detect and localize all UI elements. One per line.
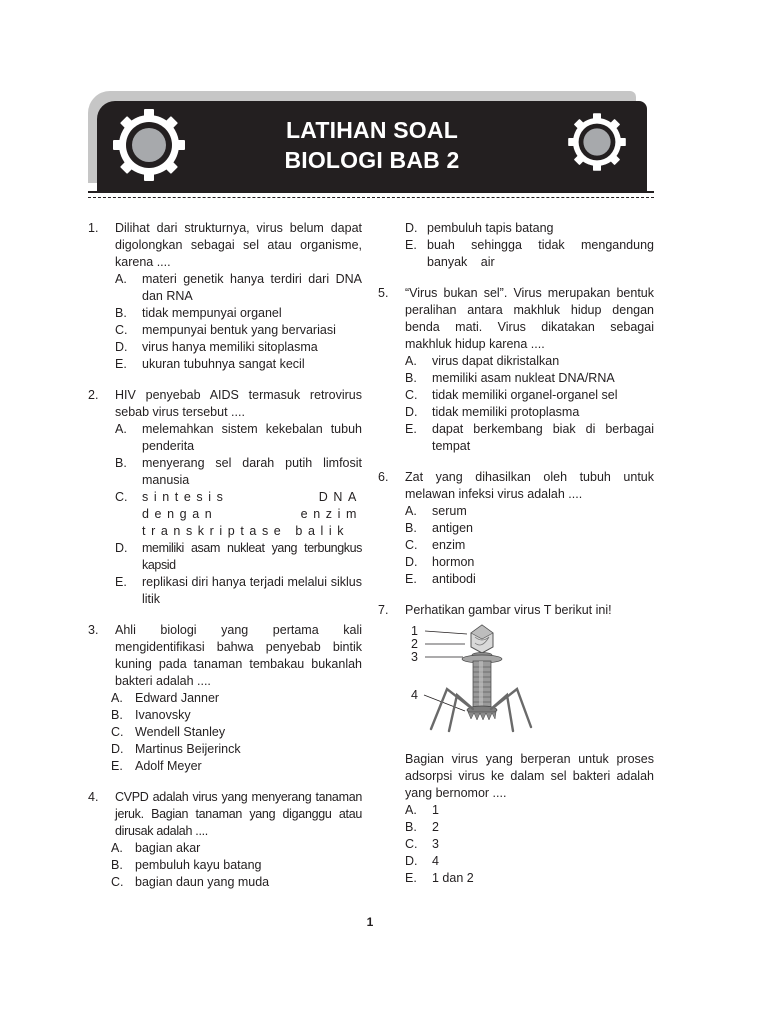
header-rule [88,191,654,193]
options-list [405,503,654,588]
option-text: virus hanya memiliki sitoplasma [142,340,318,354]
option-text: tidak memiliki organel-organel sel [432,388,618,402]
options-list [405,220,654,271]
option-text: 1 dan 2 [432,871,474,885]
option-letter: E. [405,871,417,885]
option-letter: D. [405,854,418,868]
option-letter: B. [115,456,127,470]
option-text: 4 [432,854,439,868]
options-list [111,840,362,891]
header-dashed-rule [88,197,654,198]
option-letter: C. [115,323,128,337]
left-column [88,220,362,905]
figure-label-2: 2 [411,637,418,651]
option-text: tidak memiliki protoplasma [432,405,580,419]
figure-label-1: 1 [411,624,418,638]
question-5 [378,285,654,455]
question-text: “Virus bukan sel”. Virus merupakan bentuk peralihan antara makhluk hidup dengan benda mati. Virus dikatakan sebagai makhluk hidup karena .... [405,286,654,351]
option-text: pembuluh kayu batang [135,858,262,872]
option-d[interactable] [115,339,362,356]
option-e[interactable] [111,758,362,775]
question-text: CVPD adalah virus yang menyerang tanaman jeruk. Bagian tanaman yang diganggu atau dirusak adalah .... [115,790,362,838]
option-letter: E. [111,759,123,773]
option-letter: D. [405,221,418,235]
options-list [115,271,362,373]
option-e[interactable] [405,421,654,455]
option-d[interactable] [405,554,654,571]
bacteriophage-figure [407,623,537,739]
option-e[interactable] [405,571,654,588]
option-text: memiliki asam nukleat yang terbungkus kapsid [142,541,362,572]
header-banner [97,101,647,191]
option-letter: E. [405,572,417,586]
question-number: 7. [378,603,389,617]
option-letter: C. [405,538,418,552]
option-text: pembuluh tapis batang [427,221,554,235]
option-text: buah sehingga tidak mengandung banyak air [427,238,654,269]
option-a[interactable] [405,353,654,370]
option-letter: D. [115,340,128,354]
option-text: hormon [432,555,475,569]
option-letter: C. [405,837,418,851]
option-letter: A. [115,422,127,436]
option-text: enzim [432,538,466,552]
option-b[interactable] [405,370,654,387]
option-text: antibodi [432,572,476,586]
question-text-continued: Bagian virus yang berperan untuk proses adsorpsi virus ke dalam sel bakteri adalah yang bernomor .... [405,752,654,800]
option-letter: D. [405,555,418,569]
option-text: serum [432,504,467,518]
option-b[interactable] [111,857,362,874]
option-d[interactable] [111,741,362,758]
option-letter: B. [405,820,417,834]
question-4-continued [378,220,654,271]
option-letter: A. [405,504,417,518]
option-text: Adolf Meyer [135,759,202,773]
question-text: Ahli biologi yang pertama kali mengidentifikasi bahwa penyebab bintik kuning pada tanaman tembakau bukanlah bakteri adalah .... [115,623,362,688]
question-text: Perhatikan gambar virus T berikut ini! [405,603,612,617]
option-c[interactable] [405,387,654,404]
option-a[interactable] [111,690,362,707]
option-letter: C. [405,388,418,402]
option-letter: B. [115,306,127,320]
option-text: 3 [432,837,439,851]
option-a[interactable] [115,271,362,305]
option-text: Ivanovsky [135,708,191,722]
option-text: replikasi diri hanya terjadi melalui siklus litik [142,575,362,606]
option-text: tidak mempunyai organel [142,306,282,320]
option-text: 1 [432,803,439,817]
option-letter: E. [115,357,127,371]
option-letter: A. [405,354,417,368]
option-c[interactable] [115,489,362,540]
option-e[interactable] [115,574,362,608]
title-line-2: BIOLOGI BAB 2 [284,147,460,173]
option-text: materi genetik hanya terdiri dari DNA dan RNA [142,272,362,303]
question-2 [88,387,362,608]
option-letter: D. [405,405,418,419]
option-d[interactable] [405,404,654,421]
option-c[interactable] [405,537,654,554]
option-text: menyerang sel darah putih limfosit manusia [142,456,362,487]
question-6 [378,469,654,588]
figure-label-3: 3 [411,650,418,664]
question-text: Zat yang dihasilkan oleh tubuh untuk melawan infeksi virus adalah .... [405,470,654,501]
option-text: bagian akar [135,841,201,855]
question-number: 3. [88,623,99,637]
option-letter: D. [111,742,124,756]
question-number: 6. [378,470,389,484]
options-list [115,421,362,608]
page-number: 1 [366,915,374,929]
option-text: mempunyai bentuk yang bervariasi [142,323,336,337]
option-letter: D. [115,541,128,555]
option-d[interactable] [115,540,362,574]
option-c[interactable] [405,836,654,853]
option-text: Wendell Stanley [135,725,226,739]
question-1 [88,220,362,373]
option-letter: B. [405,371,417,385]
option-letter: A. [405,803,417,817]
option-letter: E. [405,422,417,436]
option-b[interactable] [405,520,654,537]
option-d[interactable] [405,220,654,237]
option-letter: E. [405,238,417,252]
option-b[interactable] [115,305,362,322]
option-text: Martinus Beijerinck [135,742,241,756]
option-a[interactable] [115,421,362,455]
option-letter: A. [111,841,123,855]
question-7 [378,602,654,887]
option-letter: B. [111,858,123,872]
option-text: ukuran tubuhnya sangat kecil [142,357,305,371]
option-b[interactable] [115,455,362,489]
option-letter: B. [405,521,417,535]
option-b[interactable] [111,707,362,724]
option-text: Edward Janner [135,691,220,705]
option-letter: B. [111,708,123,722]
option-text: sintesis DNA dengan enzim transkriptase balik [142,490,362,538]
option-c[interactable] [111,874,362,891]
options-list [405,353,654,455]
option-a[interactable] [111,840,362,857]
option-letter: C. [111,725,124,739]
option-text: melemahkan sistem kekebalan tubuh penderita [142,422,362,453]
question-4 [88,789,362,891]
option-letter: A. [115,272,127,286]
bacteriophage-illustration [407,623,537,739]
figure-label-4: 4 [411,688,418,702]
title-line-1: LATIHAN SOAL [286,117,458,143]
option-e[interactable] [115,356,362,373]
option-a[interactable] [405,802,654,819]
option-text: virus dapat dikristalkan [432,354,560,368]
question-text: HIV penyebab AIDS termasuk retrovirus sebab virus tersebut .... [115,388,362,419]
option-text: dapat berkembang biak di berbagai tempat [432,422,654,453]
option-text: 2 [432,820,439,834]
option-e[interactable] [405,237,654,271]
options-list [405,802,654,887]
option-d[interactable] [405,853,654,870]
option-c[interactable] [111,724,362,741]
option-b[interactable] [405,819,654,836]
question-text: Dilihat dari strukturnya, virus belum dapat digolongkan sebagai sel atau organisme, karena .... [115,221,362,269]
question-number: 2. [88,388,99,402]
options-list [111,690,362,775]
option-letter: C. [115,490,128,504]
question-number: 5. [378,286,389,300]
right-column [378,220,654,901]
option-text: bagian daun yang muda [135,875,270,889]
option-e[interactable] [405,870,654,887]
option-letter: C. [111,875,124,889]
question-number: 1. [88,221,99,235]
option-a[interactable] [405,503,654,520]
option-letter: A. [111,691,123,705]
option-text: antigen [432,521,474,535]
gear-icon [565,110,629,174]
question-3 [88,622,362,775]
question-number: 4. [88,790,99,804]
option-letter: E. [115,575,127,589]
option-text: memiliki asam nukleat DNA/RNA [432,371,615,385]
option-c[interactable] [115,322,362,339]
